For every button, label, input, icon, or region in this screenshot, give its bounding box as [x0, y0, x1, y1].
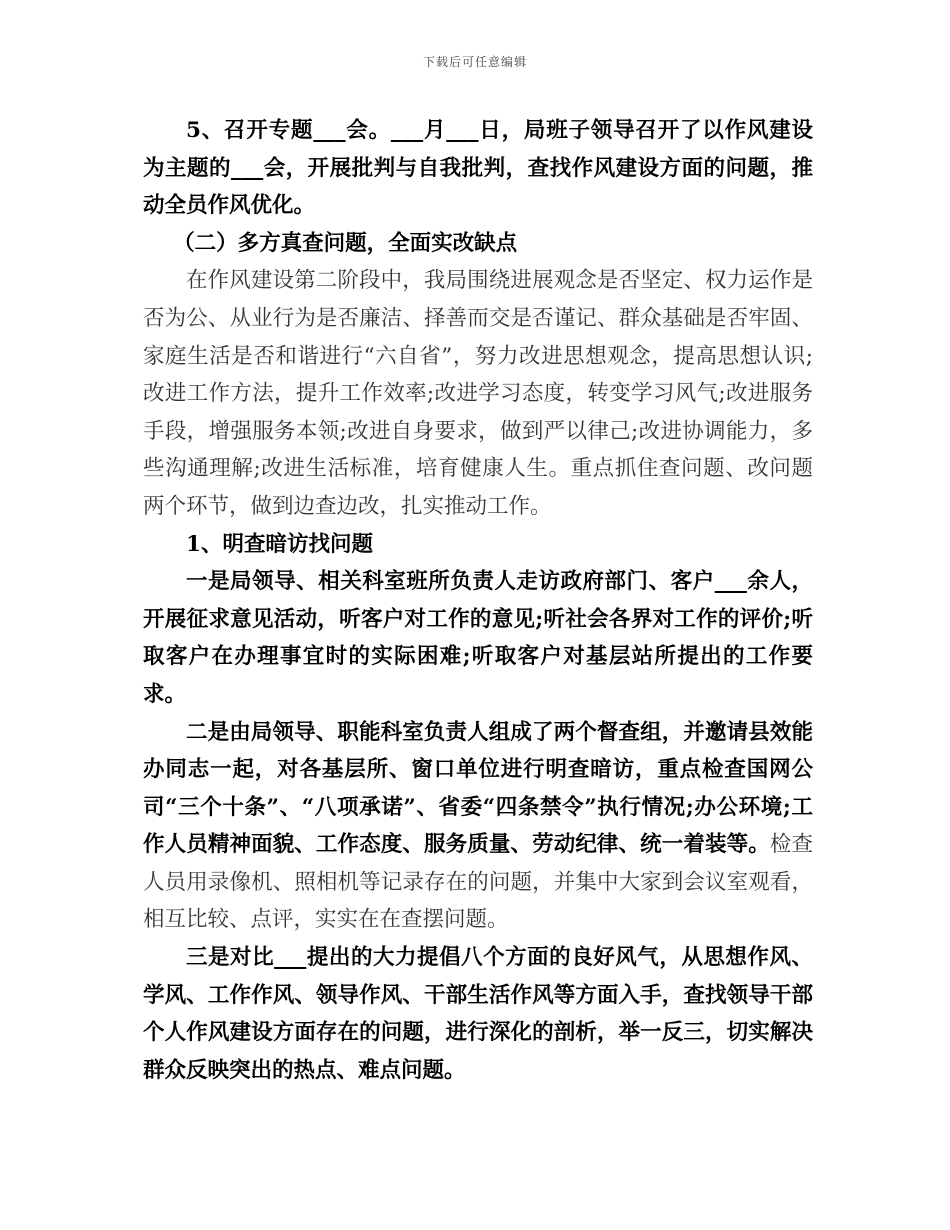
- paragraph-meeting: 5、召开专题___会。___月___日，局班子领导召开了以作风建设为主题的___会，开展批判与自我批判，查找作风建设方面的问题，推动全员作风优化。: [143, 118, 813, 219]
- paragraph-second-stage: 在作风建设第二阶段中，我局围绕进展观念是否坚定、权力运作是否为公、从业行为是否廉洁、择善而交是否谨记、群众基础是否牢固、家庭生活是否和谐进行“六自省”，努力改进思想观念，提高思想认识;改进工作方法，提升工作效率;改进学习态度，转变学习风气;改进服务手段，增强服务本领;改进自身要求，做到严以律己;改进协调能力，多些沟通理解;改进生活标准，培育健康人生。重点抓住查问题、改问题两个环节，做到边查边改，扎实推动工作。: [143, 268, 813, 519]
- paragraph-inspection-bold: 二是由局领导、职能科室负责人组成了两个督查组，并邀请县效能办同志一起，对各基层所、窗口单位进行明查暗访，重点检查国网公司“三个十条”、“八项承诺”、省委“四条禁令”执行情况;办公环境;工作人员精神面貌、工作态度、服务质量、劳动纪律、统一着装等。: [143, 719, 813, 858]
- subsection-heading: 1、明查暗访找问题: [186, 531, 373, 557]
- document-body: [143, 112, 813, 1089]
- section-heading: （二）多方真查问题，全面实改缺点: [173, 230, 518, 256]
- paragraph-comparison: 三是对比___提出的大力提倡八个方面的良好风气，从思想作风、学风、工作作风、领导作风、干部生活作风等方面入手，查找领导干部个人作风建设方面存在的问题，进行深化的剖析，举一反三，切实解决群众反映突出的热点、难点问题。: [143, 945, 813, 1083]
- paragraph-visits: 一是局领导、相关科室班所负责人走访政府部门、客户___余人，开展征求意见活动，听客户对工作的意见;听社会各界对工作的评价;听取客户在办理事宜时的实际困难;听取客户对基层站所提出的工作要求。: [143, 569, 813, 707]
- page-header: 下载后可任意编辑: [422, 55, 527, 69]
- paragraph-inspection: [143, 714, 813, 940]
- paragraph-inspection-light: 检查人员用录像机、照相机等记录存在的问题，并集中大家到会议室观看，相互比较、点评，实实在在查摆问题。: [143, 832, 813, 933]
